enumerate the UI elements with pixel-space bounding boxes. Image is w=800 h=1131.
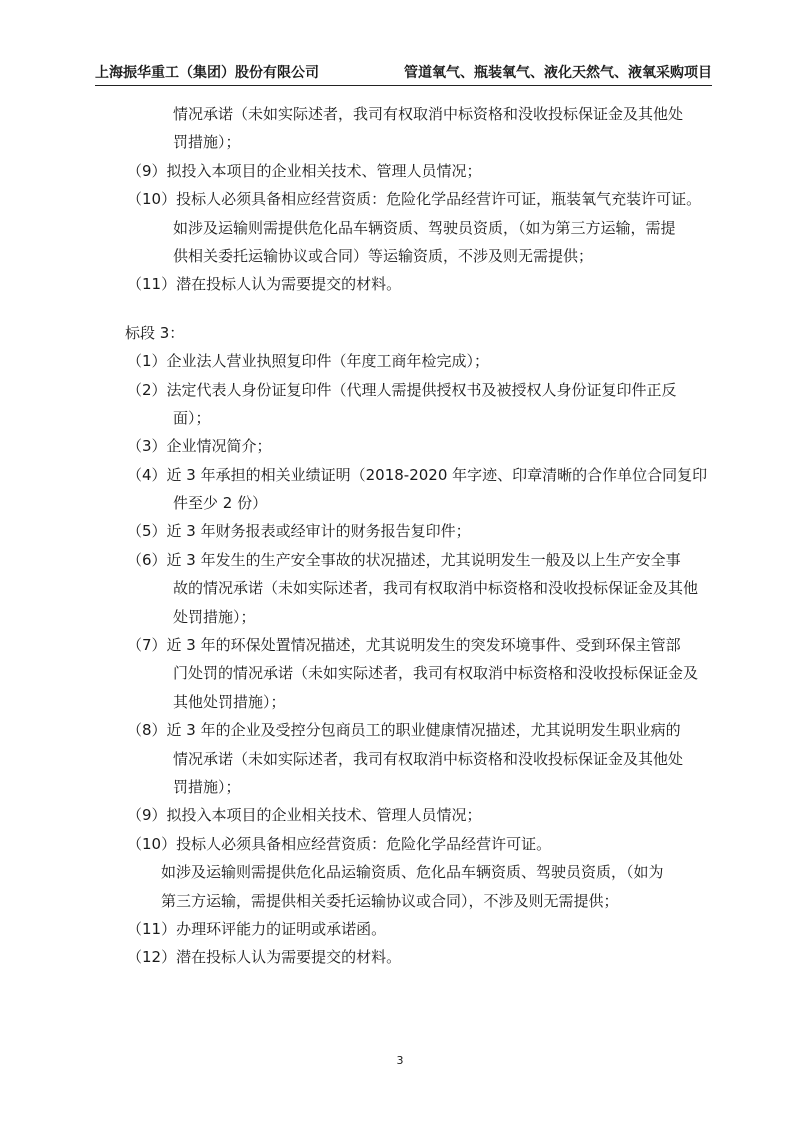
list-item: （8）近 3 年的企业及受控分包商员工的职业健康情况描述，尤其说明发生职业病的 [127, 721, 681, 740]
document-body [95, 100, 710, 972]
list-item: （2）法定代表人身份证复印件（代理人需提供授权书及被授权人身份证复印件正反 [127, 380, 677, 399]
list-item: （11）办理环评能力的证明或承诺函。 [127, 919, 387, 938]
text-line: 罚措施）； [173, 777, 241, 796]
text-line: 如涉及运输则需提供危化品运输资质、危化品车辆资质、驾驶员资质，（如为 [161, 863, 664, 882]
text-line: 第三方运输，需提供相关委托运输协议或合同），不涉及则无需提供； [161, 891, 619, 910]
list-item: （10）投标人必须具备相应经营资质：危险化学品经营许可证，瓶装氧气充装许可证。 [127, 190, 702, 209]
text-line: 其他处罚措施）； [173, 692, 286, 711]
text-line: 情况承诺（未如实际述者，我司有权取消中标资格和没收投标保证金及其他处 [173, 749, 684, 768]
text-line: 面）； [173, 408, 211, 427]
text-line: 门处罚的情况承诺（未如实际述者，我司有权取消中标资格和没收投标保证金及 [173, 664, 699, 683]
page-number: 3 [396, 1054, 404, 1067]
list-item: （5）近 3 年财务报表或经审计的财务报告复印件； [127, 522, 471, 541]
header-project: 管道氧气、瓶装氧气、液化天然气、液氧采购项目 [404, 65, 712, 81]
text-line: 情况承诺（未如实际述者，我司有权取消中标资格和没收投标保证金及其他处 [173, 105, 684, 123]
list-item: （9）拟投入本项目的企业相关技术、管理人员情况； [127, 806, 482, 825]
text-line: 如涉及运输则需提供危化品车辆资质、驾驶员资质，（如为第三方运输，需提 [173, 218, 676, 237]
list-item: （10）投标人必须具备相应经营资质：危险化学品经营许可证。 [127, 834, 552, 853]
list-item: （6）近 3 年发生的生产安全事故的状况描述，尤其说明发生一般及以上生产安全事 [127, 550, 681, 569]
text-line: 故的情况承诺（未如实际述者，我司有权取消中标资格和没收投标保证金及其他 [173, 579, 699, 598]
text-line: 处罚措施）； [173, 607, 256, 626]
list-item: （1）企业法人营业执照复印件（年度工商年检完成）； [127, 352, 490, 371]
list-item: （12）潜在投标人认为需要提交的材料。 [127, 948, 402, 967]
header-company: 上海振华重工（集团）股份有限公司 [95, 65, 319, 81]
text-line: 罚措施）； [173, 133, 241, 152]
list-item: （11）潜在投标人认为需要提交的材料。 [127, 275, 402, 294]
list-item: （9）拟投入本项目的企业相关技术、管理人员情况； [127, 161, 482, 180]
section-heading: 标段 3： [125, 323, 185, 342]
text-line: 件至少 2 份） [173, 494, 268, 513]
page-header [95, 56, 712, 86]
list-item: （4）近 3 年承担的相关业绩证明（2018-2020 年字迹、印章清晰的合作单位合同复印 [127, 465, 708, 484]
list-item: （7）近 3 年的环保处置情况描述，尤其说明发生的突发环境事件、受到环保主管部 [127, 636, 681, 655]
list-item: （3）企业情况简介； [127, 437, 272, 456]
text-line: 供相关委托运输协议或合同）等运输资质，不涉及则无需提供； [173, 246, 594, 265]
